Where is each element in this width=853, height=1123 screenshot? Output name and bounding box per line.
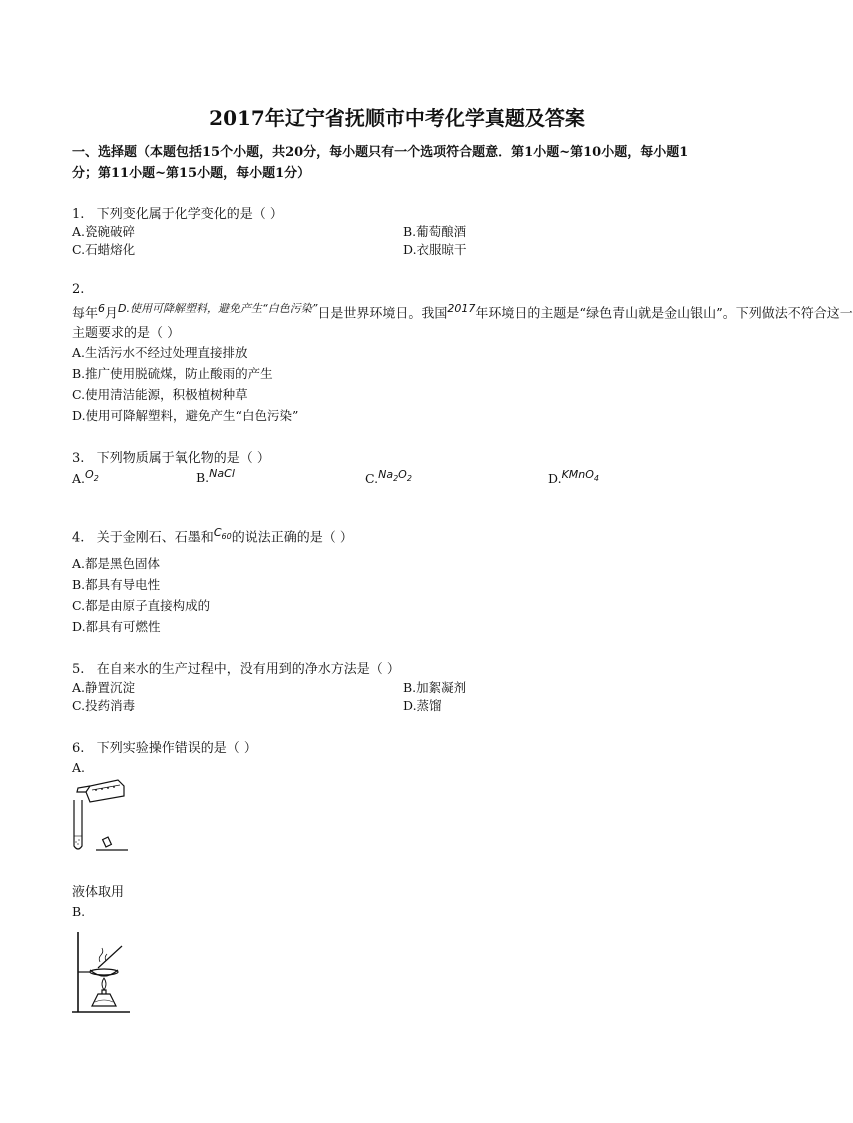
section-heading-line1: 一、选择题（本题包括15个小题，共20分，每小题只有一个选项符合题意．第1小题~第10小题，每小题1 bbox=[72, 145, 689, 160]
q2-text-4: 年环境日的主题是“绿色青山就是金山银山”。下列做法不符合这一 bbox=[475, 306, 853, 322]
q1-option-c: C.石蜡熔化 bbox=[72, 242, 136, 257]
q2-day: D.使用可降解塑料，避免产生“白色污染” bbox=[118, 302, 318, 315]
q5-option-a: A.静置沉淀 bbox=[72, 680, 136, 695]
q3-c-formula: Na2O2 bbox=[378, 468, 412, 483]
q4-text-2: 的说法正确的是（ ） bbox=[231, 530, 353, 546]
q6-stem: 6. 下列实验操作错误的是（ ） bbox=[72, 741, 257, 756]
q4-option-a: A.都是黑色固体 bbox=[72, 556, 161, 571]
q2-text-3: 日是世界环境日。我国 bbox=[317, 306, 448, 322]
q4-option-b: B.都具有导电性 bbox=[72, 577, 161, 592]
q3-a-label: A. bbox=[72, 471, 86, 487]
q4-c60: C60 bbox=[213, 526, 232, 541]
q2-text-1: 每年 bbox=[72, 306, 99, 322]
q5-stem: 5. 在自来水的生产过程中，没有用到的净水方法是（ ） bbox=[72, 662, 400, 677]
q3-option-c bbox=[365, 468, 412, 486]
q3-b-formula: NaCl bbox=[209, 467, 235, 480]
q2-option-b: B.推广使用脱硫煤，防止酸雨的产生 bbox=[72, 366, 273, 381]
q2-option-c: C.使用清洁能源，积极植树种草 bbox=[72, 387, 248, 402]
q3-option-b bbox=[196, 467, 235, 485]
q1-option-d: D.衣服晾干 bbox=[403, 242, 467, 257]
q2-number: 2. bbox=[72, 282, 85, 297]
q4-option-d: D.都具有可燃性 bbox=[72, 619, 161, 634]
q3-option-d bbox=[548, 468, 599, 486]
q3-a-formula: O2 bbox=[85, 468, 99, 483]
q1-stem: 1. 下列变化属于化学变化的是（ ） bbox=[72, 207, 283, 222]
q6-option-b-label: B. bbox=[72, 904, 86, 919]
evaporating-dish-illustration bbox=[70, 928, 134, 1016]
q1-option-a: A.瓷碗破碎 bbox=[72, 224, 136, 239]
q4-stem bbox=[72, 526, 353, 545]
q2-year: 2017 bbox=[447, 302, 476, 315]
q2-option-a: A.生活污水不经过处理直接排放 bbox=[72, 345, 248, 360]
q3-c-label: C. bbox=[365, 471, 379, 487]
q3-stem: 3. 下列物质属于氧化物的是（ ） bbox=[72, 451, 270, 466]
q2-text-2: 月 bbox=[105, 306, 119, 322]
q3-d-formula: KMnO4 bbox=[561, 468, 599, 483]
q6-option-a-caption: 液体取用 bbox=[72, 885, 125, 900]
page-title: 2017年辽宁省抚顺市中考化学真题及答案 bbox=[209, 106, 585, 130]
q4-text-1: 4. 关于金刚石、石墨和 bbox=[72, 530, 214, 546]
q5-option-c: C.投药消毒 bbox=[72, 698, 136, 713]
q3-b-label: B. bbox=[196, 470, 210, 486]
q3-option-a bbox=[72, 468, 99, 486]
q1-option-b: B.葡萄酿酒 bbox=[403, 224, 467, 239]
q6-option-a-label: A. bbox=[72, 760, 86, 775]
q2-month: 6 bbox=[98, 302, 106, 315]
q2-option-d: D.使用可降解塑料，避免产生“白色污染” bbox=[72, 408, 299, 423]
q3-d-label: D. bbox=[548, 471, 562, 487]
q5-option-b: B.加絮凝剂 bbox=[403, 680, 467, 695]
q4-option-c: C.都是由原子直接构成的 bbox=[72, 598, 211, 613]
q5-option-d: D.蒸馏 bbox=[403, 698, 442, 713]
section-heading-line2: 分；第11小题~第15小题，每小题1分） bbox=[72, 166, 311, 181]
liquid-pouring-illustration bbox=[70, 776, 132, 856]
q2-stem-line2: 主题要求的是（ ） bbox=[72, 326, 181, 341]
q2-stem-line1 bbox=[72, 300, 853, 321]
